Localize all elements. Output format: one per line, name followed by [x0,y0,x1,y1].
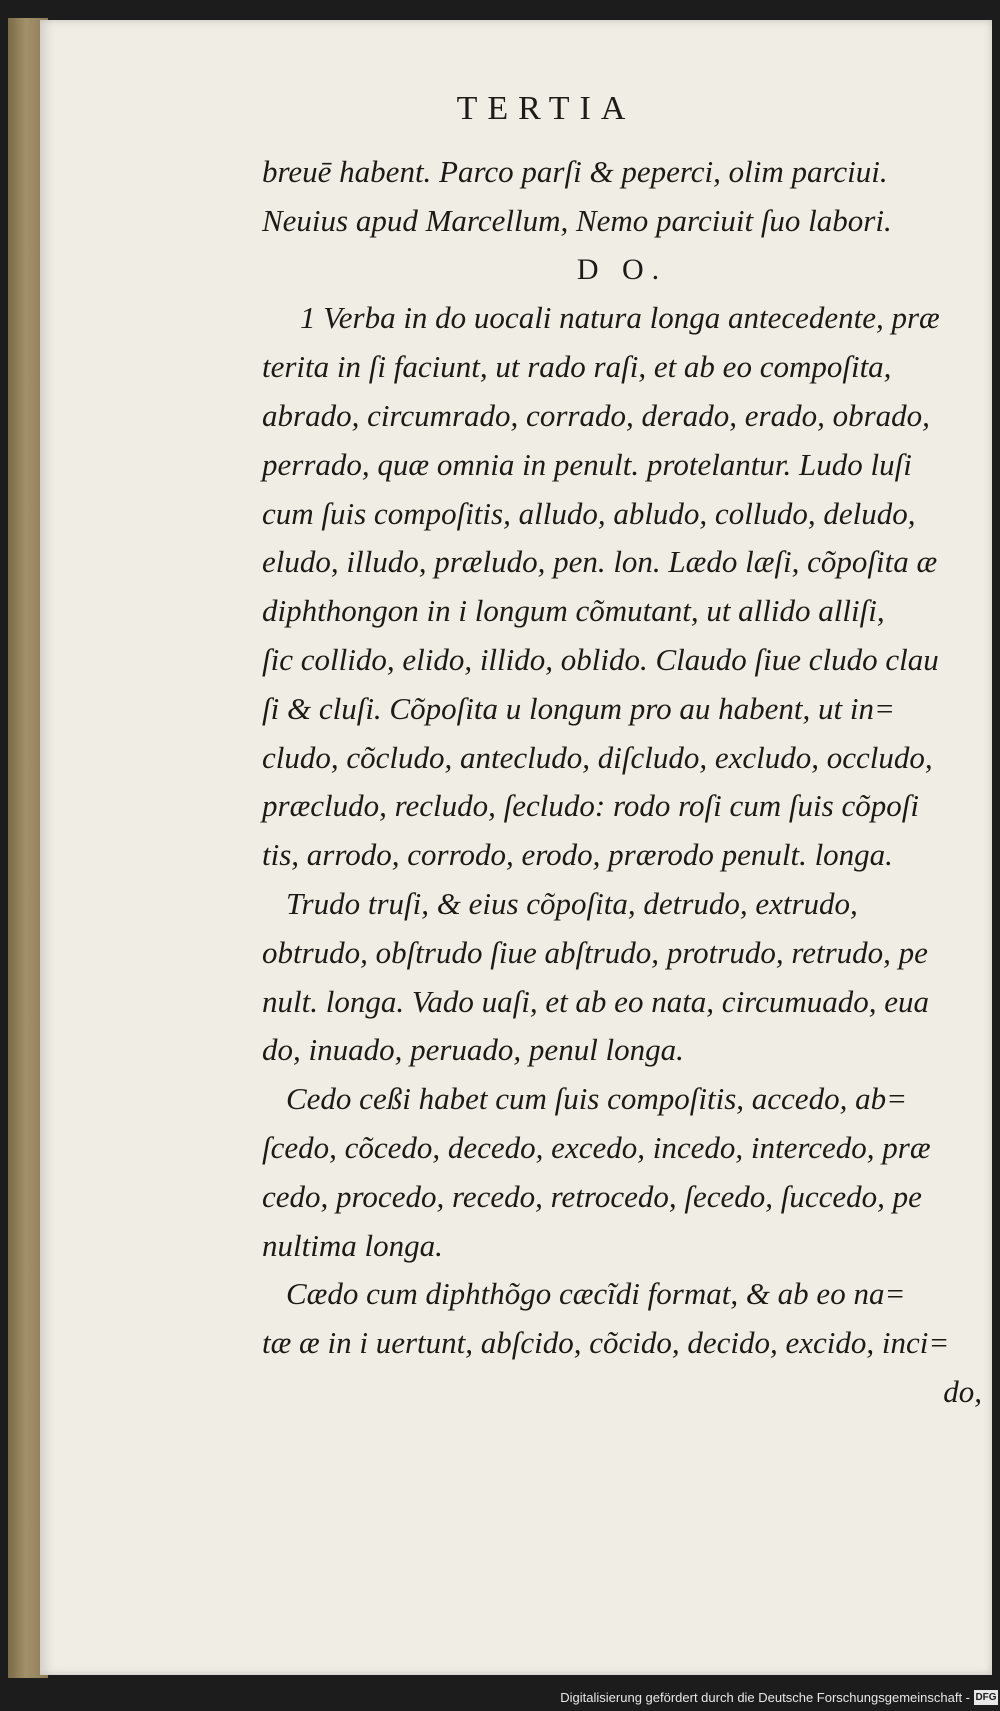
text-line: præcludo, recludo, ſecludo: rodo roſi cum ſuis cõpoſi [262,788,919,824]
text-line: nult. longa. Vado uaſi, et ab eo nata, circumuado, eua [262,983,929,1019]
text-line: cum ſuis compoſitis, alludo, abludo, colludo, deludo, [262,495,916,531]
text-line: obtrudo, obſtrudo ſiue abſtrudo, protrudo, retrudo, pe [262,934,928,970]
text-line: ſi & cluſi. Cõpoſita u longum pro au habent, ut in= [262,690,895,726]
text-line: tæ æ in i uertunt, abſcido, cõcido, decido, excido, inci= [262,1325,950,1361]
text-line: eludo, illudo, præludo, pen. lon. Lædo læſi, cõpoſita æ [262,544,938,580]
page-body-text [262,148,982,1417]
text-line: Cædo cum diphthõgo cæcĩdi format, & ab eo na= [286,1276,906,1312]
catchword: do, [943,1373,982,1409]
text-line: Cedo ceßi habet cum ſuis compoſitis, accedo, ab= [286,1081,907,1117]
text-line: do, inuado, peruado, penul longa. [262,1032,684,1068]
text-line: 1 Verba in do uocali natura longa antecedente, præ [300,300,940,336]
text-line: Neuius apud Marcellum, Nemo parciuit ſuo labori. [262,202,892,238]
text-line: terita in ſi faciunt, ut rado raſi, et ab eo compoſita, [262,349,892,385]
text-line: perrado, quæ omnia in penult. protelantur. Ludo luſi [262,446,912,482]
text-line: nultima longa. [262,1227,443,1263]
footer-credit-text: Digitalisierung gefördert durch die Deutsche Forschungsgemeinschaft - [560,1690,970,1705]
book-page [40,20,992,1675]
text-line: breuē habent. Parco parſi & peperci, olim parciui. [262,154,888,189]
text-line: tis, arrodo, corrodo, erodo, prærodo penult. longa. [262,837,893,873]
text-line: ſcedo, cõcedo, decedo, excedo, incedo, intercedo, præ [262,1129,931,1165]
text-line: Trudo truſi, & eius cõpoſita, detrudo, extrudo, [286,885,858,921]
section-heading: D O. [576,252,668,286]
text-line: diphthongon in i longum cõmutant, ut allido alliſi, [262,593,885,629]
text-line: cludo, cõcludo, antecludo, diſcludo, excludo, occludo, [262,739,933,775]
text-line: ſic collido, elido, illido, oblido. Claudo ſiue cludo clau [262,641,939,677]
text-line: cedo, procedo, recedo, retrocedo, ſecedo, ſuccedo, pe [262,1178,922,1214]
dfg-logo: DFG [975,1692,997,1703]
footer-bar [0,1686,1000,1711]
running-head: TERTIA [456,90,636,127]
text-line: abrado, circumrado, corrado, derado, erado, obrado, [262,397,930,433]
